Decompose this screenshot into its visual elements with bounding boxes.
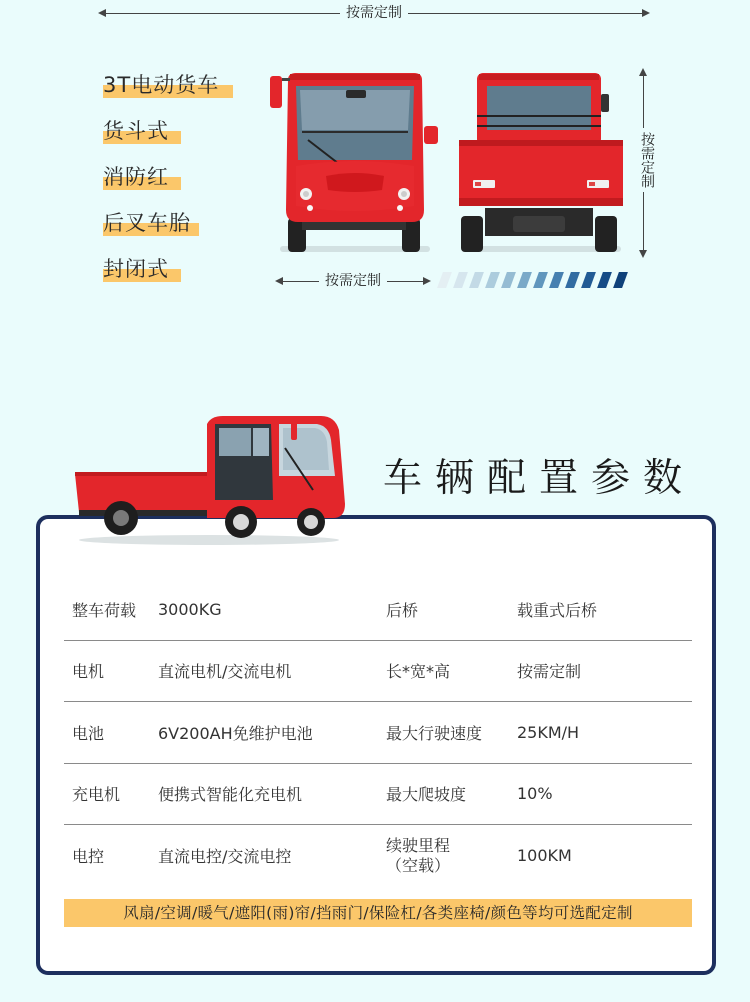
truck-front-view-image <box>266 70 444 256</box>
options-banner: 风扇/空调/暖气/遮阳(雨)帘/挡雨门/保险杠/各类座椅/颜色等均可选配定制 <box>64 899 692 927</box>
top-dimension-label: 按需定制 <box>340 4 408 22</box>
spec-label: 长*宽*高 <box>386 662 451 682</box>
spec-label-note: （空载） <box>386 855 451 875</box>
spec-label-line: 续驶里程 <box>386 835 451 855</box>
spec-row <box>64 825 692 887</box>
spec-table <box>64 579 692 887</box>
spec-value: 直流电机/交流电机 <box>158 662 292 682</box>
spec-row <box>64 702 692 764</box>
feature-item: 消防红 <box>103 162 219 208</box>
spec-label: 电池 <box>72 723 105 743</box>
truck-rear-view-image <box>455 70 630 256</box>
arrow-down-icon <box>639 250 647 258</box>
spec-value: 100KM <box>517 846 572 866</box>
spec-label: 电机 <box>72 662 105 682</box>
feature-item: 后叉车胎 <box>103 208 219 254</box>
spec-row <box>64 579 692 641</box>
feature-item: 货斗式 <box>103 116 219 162</box>
spec-value: 10% <box>517 784 553 804</box>
top-dimension-line <box>100 4 648 22</box>
spec-label: 充电机 <box>72 785 121 805</box>
arrow-left-icon <box>275 277 283 285</box>
spec-card <box>36 515 716 975</box>
width-dimension-label: 按需定制 <box>319 272 387 290</box>
spec-row <box>64 641 692 703</box>
spec-label: 最大爬坡度 <box>386 785 467 805</box>
stripe <box>597 272 612 288</box>
height-dimension-label: 按需定制 <box>633 128 655 192</box>
spec-label: 最大行驶速度 <box>386 723 483 743</box>
stripe <box>517 272 532 288</box>
spec-value: 直流电控/交流电控 <box>158 847 292 867</box>
spec-label: 整车荷载 <box>72 600 137 620</box>
spec-label: 后桥 <box>386 600 419 620</box>
spec-value: 3000KG <box>158 599 222 619</box>
stripe <box>613 272 628 288</box>
stripe <box>533 272 548 288</box>
stripe <box>437 272 452 288</box>
stripe <box>485 272 500 288</box>
arrow-right-icon <box>423 277 431 285</box>
arrow-up-icon <box>639 68 647 76</box>
spec-value: 按需定制 <box>517 662 582 682</box>
feature-list <box>103 70 219 300</box>
truck-side-view-image <box>73 414 345 546</box>
feature-item: 封闭式 <box>103 254 219 300</box>
spec-label <box>386 825 450 887</box>
stripe <box>453 272 468 288</box>
spec-value: 25KM/H <box>517 722 580 742</box>
height-dimension-line <box>635 70 653 256</box>
arrow-left-icon <box>98 9 106 17</box>
arrow-right-icon <box>642 9 650 17</box>
stripe <box>549 272 564 288</box>
spec-label: 电控 <box>72 847 105 867</box>
section-title: 车辆配置参数 <box>383 456 696 501</box>
spec-value: 6V200AH免维护电池 <box>158 723 313 743</box>
spec-value: 载重式后桥 <box>517 600 598 620</box>
stripe <box>581 272 596 288</box>
stripe <box>501 272 516 288</box>
feature-item: 3T电动货车 <box>103 70 219 116</box>
spec-row <box>64 764 692 826</box>
decorative-stripes <box>440 272 625 288</box>
stripe <box>469 272 484 288</box>
stripe <box>565 272 580 288</box>
spec-value: 便携式智能化充电机 <box>158 785 303 805</box>
width-dimension-line <box>277 272 429 290</box>
